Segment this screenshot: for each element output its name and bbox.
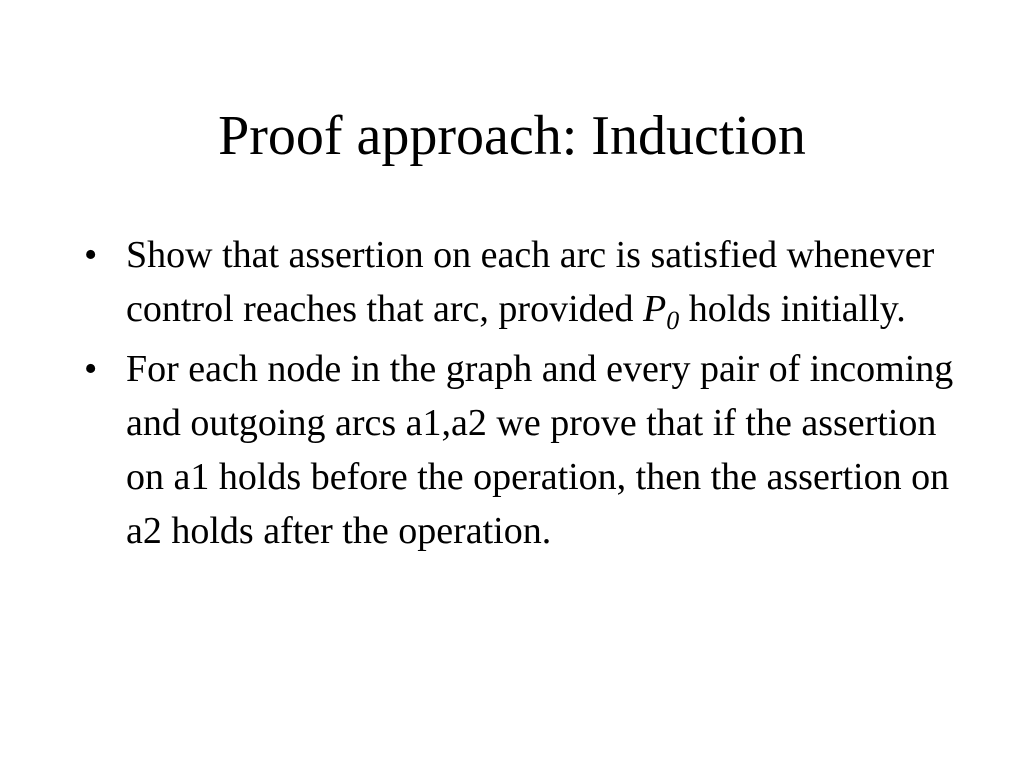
bullet-text: For each node in the graph and every pair of incoming and outgoing arcs a1,a2 we prove that if the assertion on a1 holds before the operation, then the assertion on a2 holds after the operation. (126, 348, 954, 552)
bullet-list (84, 228, 964, 564)
bullet-item (84, 342, 964, 558)
slide-title: Proof approach: Induction (218, 105, 806, 167)
bullet-item (84, 228, 964, 336)
bullet-text-part: holds initially. (679, 288, 906, 330)
math-variable: P (643, 288, 667, 330)
math-subscript: 0 (666, 306, 680, 335)
bullet-icon: • (84, 348, 98, 390)
bullet-icon: • (84, 234, 98, 276)
bullet-text-part: Show that assertion on each arc is satisfied whenever control reaches that arc, provided (126, 234, 935, 330)
